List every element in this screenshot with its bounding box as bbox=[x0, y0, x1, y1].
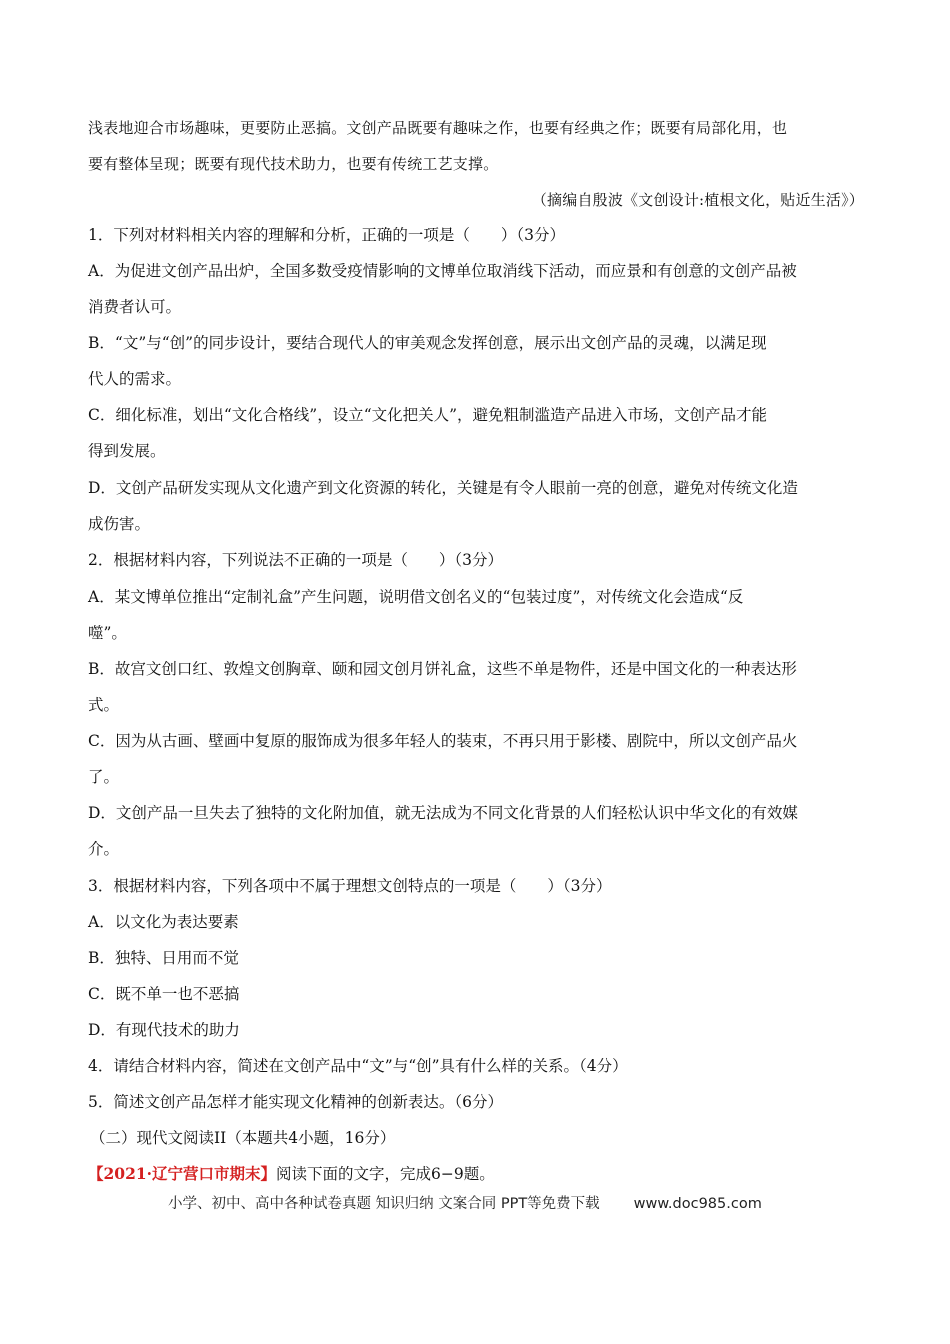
question-1-option-a-line-1: A．为促进文创产品出炉，全国多数受疫情影响的文博单位取消线下活动，而应景和有创意的文创产品被 bbox=[88, 262, 797, 280]
question-3-option-b: B．独特、日用而不觉 bbox=[88, 949, 239, 967]
question-2-option-c-line-2: 了。 bbox=[88, 768, 120, 786]
question-1-option-b-line-1: B．“文”与“创”的同步设计，要结合现代人的审美观念发挥创意，展示出文创产品的灵魂，以满足现 bbox=[88, 334, 767, 352]
question-2-option-d-line-1: D．文创产品一旦失去了独特的文化附加值，就无法成为不同文化背景的人们轻松认识中华文化的有效媒 bbox=[88, 804, 798, 822]
footer-text: 小学、初中、高中各种试卷真题 知识归纳 文案合同 PPT等免费下载 bbox=[168, 1196, 600, 1212]
passage-line-2: 要有整体呈现；既要有现代技术助力，也要有传统工艺支撑。 bbox=[88, 155, 499, 173]
question-2-stem: 2．根据材料内容，下列说法不正确的一项是（ ）（3分） bbox=[88, 551, 503, 569]
question-2-option-b-line-1: B．故宫文创口红、敦煌文创胸章、颐和园文创月饼礼盒，这些不单是物件，还是中国文化的一种表达形 bbox=[88, 660, 797, 678]
question-3-option-c: C．既不单一也不恶搞 bbox=[88, 985, 240, 1003]
page-footer bbox=[168, 1192, 762, 1213]
section-heading: （二）现代文阅读II（本题共4小题，16分） bbox=[90, 1129, 396, 1147]
question-1-stem: 1．下列对材料相关内容的理解和分析，正确的一项是（ ）（3分） bbox=[88, 226, 565, 244]
question-2-option-a-line-1: A．某文博单位推出“定制礼盒”产生问题，说明借文创名义的“包装过度”，对传统文化会造成“反 bbox=[88, 588, 744, 606]
question-4: 4．请结合材料内容，简述在文创产品中“文”与“创”具有什么样的关系。（4分） bbox=[88, 1057, 628, 1075]
footer-url[interactable]: www.doc985.com bbox=[633, 1196, 762, 1212]
question-3-option-a: A．以文化为表达要素 bbox=[88, 913, 239, 931]
passage-line-1: 浅表地迎合市场趣味，更要防止恶搞。文创产品既要有趣味之作，也要有经典之作；既要有局部化用，也 bbox=[88, 119, 788, 137]
question-1-option-c-line-1: C．细化标准，划出“文化合格线”，设立“文化把关人”，避免粗制滥造产品进入市场，文创产品才能 bbox=[88, 406, 768, 424]
passage-source: （摘编自殷波《文创设计:植根文化，贴近生活》） bbox=[531, 191, 864, 209]
question-2-option-d-line-2: 介。 bbox=[88, 840, 120, 858]
reading-instruction: 阅读下面的文字，完成6−9题。 bbox=[276, 1165, 495, 1183]
question-2-option-b-line-2: 式。 bbox=[88, 696, 120, 714]
question-3-stem: 3．根据材料内容，下列各项中不属于理想文创特点的一项是（ ）（3分） bbox=[88, 877, 612, 895]
question-2-option-c-line-1: C．因为从古画、壁画中复原的服饰成为很多年轻人的装束，不再只用于影楼、剧院中，所以文创产品火 bbox=[88, 732, 798, 750]
question-1-option-a-line-2: 消费者认可。 bbox=[88, 298, 182, 316]
question-1-option-d-line-2: 成伤害。 bbox=[88, 515, 151, 533]
source-tag: 【2021·辽宁营口市期末】 bbox=[88, 1164, 277, 1183]
question-1-option-c-line-2: 得到发展。 bbox=[88, 442, 166, 460]
question-5: 5．简述文创产品怎样才能实现文化精神的创新表达。（6分） bbox=[88, 1093, 503, 1111]
question-2-option-a-line-2: 噬”。 bbox=[88, 624, 127, 642]
question-1-option-d-line-1: D．文创产品研发实现从文化遗产到文化资源的转化，关键是有令人眼前一亮的创意，避免对传统文化造 bbox=[88, 479, 798, 497]
reading-intro bbox=[88, 1164, 864, 1184]
question-3-option-d: D．有现代技术的助力 bbox=[88, 1021, 240, 1039]
question-1-option-b-line-2: 代人的需求。 bbox=[88, 370, 182, 388]
